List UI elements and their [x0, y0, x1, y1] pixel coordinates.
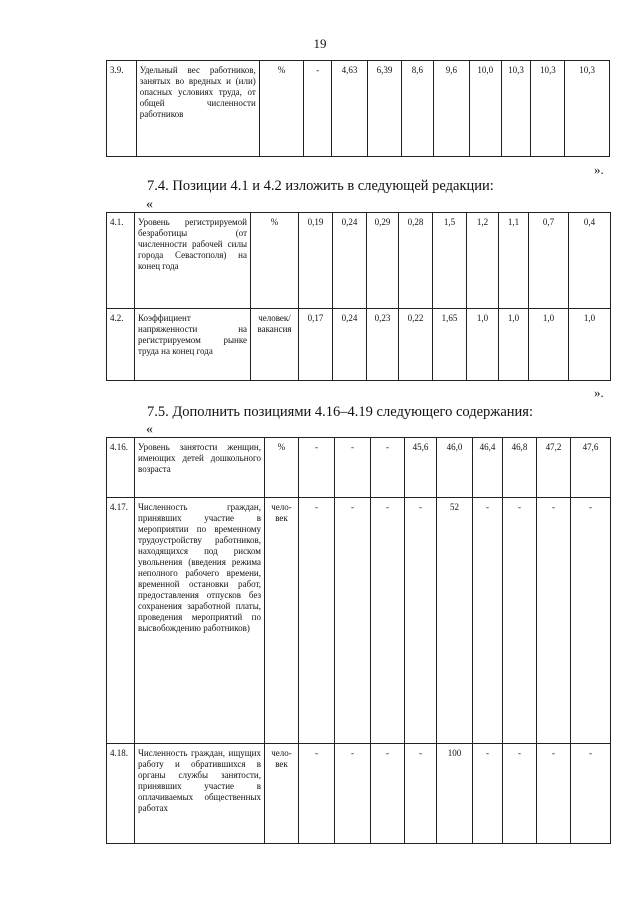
- indicator-unit: чело- век: [265, 744, 299, 844]
- indicator-value: 1,0: [467, 309, 499, 381]
- section-heading-7-4: 7.4. Позиции 4.1 и 4.2 изложить в следующей редакции:: [147, 178, 494, 194]
- indicator-value: -: [335, 744, 371, 844]
- indicator-value: -: [405, 498, 437, 744]
- indicator-name: Численность граждан, ищущих работу и обратившихся в органы службы занятости, принявших участие в оплачиваемых общественных работах: [135, 744, 265, 844]
- table-row: [107, 438, 611, 498]
- indicator-code: 4.16.: [107, 438, 135, 498]
- indicator-value: -: [473, 744, 503, 844]
- indicator-value: 1,0: [499, 309, 529, 381]
- opening-quote: «: [146, 197, 153, 212]
- indicator-value: -: [371, 498, 405, 744]
- indicator-value: 100: [437, 744, 473, 844]
- table1-body: [107, 61, 610, 157]
- indicator-value: -: [299, 438, 335, 498]
- indicator-code: 4.17.: [107, 498, 135, 744]
- indicator-value: 0,4: [569, 213, 611, 309]
- indicator-value: 1,0: [529, 309, 569, 381]
- indicator-value: 46,0: [437, 438, 473, 498]
- indicator-name: Коэффициент напряженности на регистрируемом рынке труда на конец года: [135, 309, 251, 381]
- indicator-value: 6,39: [368, 61, 402, 157]
- table2-body: [107, 213, 611, 381]
- indicator-value: 10,3: [501, 61, 531, 157]
- indicator-code: 4.2.: [107, 309, 135, 381]
- indicator-unit: %: [251, 213, 299, 309]
- indicator-value: -: [537, 498, 571, 744]
- indicator-value: 1,5: [433, 213, 467, 309]
- indicator-value: -: [371, 744, 405, 844]
- indicator-value: 0,22: [399, 309, 433, 381]
- opening-quote: «: [146, 422, 153, 437]
- closing-quote: ».: [594, 162, 604, 177]
- indicator-value: 1,65: [433, 309, 467, 381]
- indicator-value: 1,1: [499, 213, 529, 309]
- indicator-name: Уровень занятости женщин, имеющих детей дошкольного возраста: [135, 438, 265, 498]
- indicator-value: -: [304, 61, 332, 157]
- table3-body: [107, 438, 611, 844]
- indicator-value: 52: [437, 498, 473, 744]
- indicator-value: 0,19: [299, 213, 333, 309]
- table-row: [107, 61, 610, 157]
- indicator-value: 10,3: [531, 61, 565, 157]
- indicator-value: 9,6: [433, 61, 469, 157]
- table-row: [107, 498, 611, 744]
- indicator-value: -: [537, 744, 571, 844]
- indicator-value: 1,2: [467, 213, 499, 309]
- indicator-value: 0,28: [399, 213, 433, 309]
- indicator-value: 8,6: [401, 61, 433, 157]
- indicator-value: 10,3: [565, 61, 610, 157]
- indicator-value: 4,63: [331, 61, 367, 157]
- indicator-value: 46,8: [503, 438, 537, 498]
- indicator-value: -: [503, 744, 537, 844]
- indicator-unit: человек/ вакансия: [251, 309, 299, 381]
- indicator-code: 4.18.: [107, 744, 135, 844]
- indicator-value: 0,24: [333, 309, 367, 381]
- indicator-value: 0,29: [367, 213, 399, 309]
- indicator-value: -: [335, 498, 371, 744]
- indicator-value: -: [571, 498, 611, 744]
- indicator-value: -: [503, 498, 537, 744]
- section-heading-7-5: 7.5. Дополнить позициями 4.16–4.19 следующего содержания:: [147, 404, 533, 420]
- indicator-value: 0,7: [529, 213, 569, 309]
- indicator-value: -: [371, 438, 405, 498]
- indicator-unit: %: [265, 438, 299, 498]
- indicator-value: -: [473, 498, 503, 744]
- indicator-value: 47,6: [571, 438, 611, 498]
- indicator-value: 0,17: [299, 309, 333, 381]
- indicator-unit: чело- век: [265, 498, 299, 744]
- indicator-name: Численность граждан, принявших участие в мероприятии по временному трудоустройству работников, находящихся под риском увольнения (введения режима неполного рабочего времени, временной остановки работ, предоставления отпусков без сохранения заработной платы, проведения мероприятий по высвобождению работников): [135, 498, 265, 744]
- indicator-value: 0,24: [333, 213, 367, 309]
- table-row: [107, 309, 611, 381]
- indicator-name: Уровень регистрируемой безработицы (от численности рабочей силы города Севастополя) на конец года: [135, 213, 251, 309]
- indicator-unit: %: [259, 61, 304, 157]
- indicator-value: -: [571, 744, 611, 844]
- table-indicators-4-1-4-2: [106, 212, 611, 381]
- indicator-value: 0,23: [367, 309, 399, 381]
- indicator-code: 4.1.: [107, 213, 135, 309]
- closing-quote: ».: [594, 385, 604, 400]
- table-indicator-3-9: [106, 60, 610, 157]
- indicator-value: 46,4: [473, 438, 503, 498]
- indicator-name: Удельный вес работников, занятых во вредных и (или) опасных условиях труда, от общей численности работников: [136, 61, 259, 157]
- indicator-value: 47,2: [537, 438, 571, 498]
- indicator-value: 10,0: [469, 61, 501, 157]
- indicator-value: 1,0: [569, 309, 611, 381]
- indicator-value: -: [299, 744, 335, 844]
- indicator-value: -: [405, 744, 437, 844]
- table-row: [107, 744, 611, 844]
- indicator-value: -: [299, 498, 335, 744]
- page-number: 19: [313, 36, 327, 51]
- table-indicators-4-16-4-19: [106, 437, 611, 844]
- indicator-value: 45,6: [405, 438, 437, 498]
- table-row: [107, 213, 611, 309]
- indicator-value: -: [335, 438, 371, 498]
- indicator-code: 3.9.: [107, 61, 137, 157]
